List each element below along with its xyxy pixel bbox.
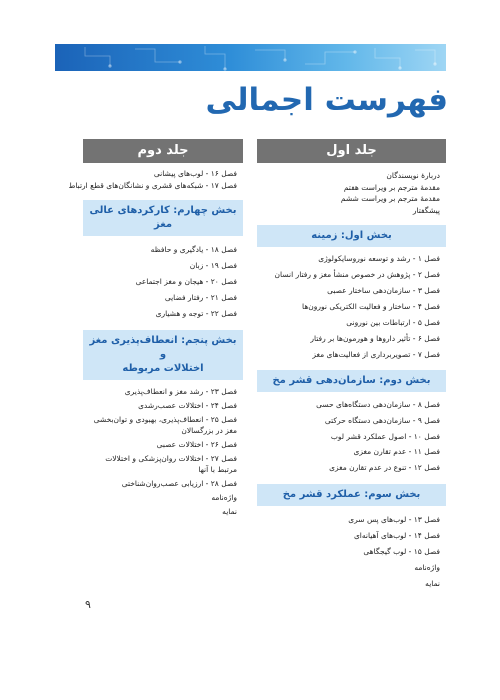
list-item[interactable]: فصل ۲۸ - ارزیابی عصب‌روان‌شناختی bbox=[121, 478, 237, 488]
list-item[interactable]: فصل ۲۵ - انعطاف‌پذیری، بهبودی و توان‌بخشی مغز در بزرگسالان bbox=[93, 414, 237, 435]
list-item[interactable]: فصل ۶ - تأثیر داروها و هورمون‌ها بر رفتار bbox=[310, 333, 440, 343]
index-link[interactable]: نمایه bbox=[425, 578, 440, 588]
part-two-heading: بخش دوم: سازمان‌دهی قشر مخ bbox=[257, 370, 446, 392]
list-item[interactable]: فصل ۱۸ - یادگیری و حافظه bbox=[150, 245, 237, 254]
list-item[interactable]: مقدمهٔ مترجم بر ویراست ششم bbox=[340, 194, 440, 204]
glossary-link[interactable]: واژه‌نامه bbox=[414, 562, 440, 572]
list-item[interactable]: فصل ۳ - سازمان‌دهی ساختار عصبی bbox=[327, 286, 440, 296]
page-title: فهرست اجمالی bbox=[205, 82, 448, 118]
list-item[interactable]: دربارهٔ نویسندگان bbox=[386, 171, 440, 180]
list-item[interactable]: مقدمهٔ مترجم بر ویراست هفتم bbox=[343, 182, 440, 192]
list-item[interactable]: فصل ۱۷ - شبکه‌های قشری و نشانگان‌های قطع ارتباط bbox=[68, 181, 237, 190]
page-number: ۹ bbox=[85, 598, 91, 611]
list-item[interactable]: پیشگفتار bbox=[412, 205, 440, 215]
list-item[interactable]: فصل ۸ - سازمان‌دهی دستگاه‌های حسی bbox=[316, 399, 440, 409]
list-item[interactable]: فصل ۴ - ساختار و فعالیت الکتریکی نورون‌ها bbox=[302, 302, 440, 312]
list-item[interactable]: فصل ۹ - سازمان‌دهی دستگاه حرکتی bbox=[324, 415, 440, 425]
header-banner bbox=[55, 44, 446, 71]
list-item[interactable]: فصل ۲۰ - هیجان و مغز اجتماعی bbox=[135, 276, 237, 286]
list-item[interactable]: فصل ۵ - ارتباطات بین نورونی bbox=[346, 318, 440, 327]
list-item[interactable]: فصل ۲۶ - اختلالات عصبی bbox=[156, 439, 237, 449]
part-five-heading bbox=[83, 330, 243, 380]
part-three-heading: بخش سوم: عملکرد قشر مخ bbox=[257, 484, 446, 506]
volume-one-intro-list bbox=[257, 170, 446, 216]
list-item[interactable]: فصل ۲۴ - اختلالات عصب‌رشدی bbox=[138, 400, 237, 410]
circuit-pattern-decoration bbox=[55, 44, 446, 71]
part-five-title-line2: اختلالات مربوطه bbox=[122, 362, 204, 374]
list-item[interactable]: فصل ۲۳ - رشد مغز و انعطاف‌پذیری bbox=[124, 386, 237, 396]
part-three-list bbox=[257, 512, 446, 592]
part-five-list bbox=[83, 386, 243, 517]
list-item[interactable]: فصل ۲ - پژوهش در خصوص منشأ مغز و رفتار انسان bbox=[274, 270, 440, 280]
list-item[interactable]: فصل ۱۵ - لوب گیجگاهی bbox=[363, 547, 440, 557]
list-item[interactable]: فصل ۱ - رشد و توسعه نوروسایکولوژی bbox=[318, 254, 440, 264]
list-item[interactable]: فصل ۲۱ - رفتار فضایی bbox=[164, 292, 237, 302]
list-item[interactable]: فصل ۱۴ - لوب‌های آهیانه‌ای bbox=[353, 531, 440, 541]
volume-one-column bbox=[257, 139, 446, 592]
list-item[interactable]: فصل ۱۳ - لوب‌های پس سری bbox=[348, 515, 440, 525]
list-item[interactable]: فصل ۱۶ - لوب‌های پیشانی bbox=[153, 169, 237, 178]
part-five-title-line1: بخش پنجم: انعطاف‌پذیری مغز و bbox=[89, 334, 237, 360]
list-item[interactable]: فصل ۲۲ - توجه و هشیاری bbox=[155, 308, 237, 318]
index-link[interactable]: نمایه bbox=[222, 506, 237, 516]
list-item[interactable]: فصل ۱۰ - اصول عملکرد قشر لوب bbox=[330, 431, 440, 441]
list-item[interactable]: فصل ۲۷ - اختلالات روان‌پزشکی و اختلالات مرتبط با آنها bbox=[105, 453, 237, 474]
list-item[interactable]: فصل ۱۹ - زبان bbox=[189, 260, 237, 270]
list-item[interactable]: فصل ۷ - تصویربرداری از فعالیت‌های مغز bbox=[312, 349, 440, 359]
list-item[interactable]: فصل ۱۱ - عدم تقارن مغزی bbox=[353, 447, 440, 457]
volume-two-header: جلد دوم bbox=[83, 139, 243, 163]
glossary-link[interactable]: واژه‌نامه bbox=[211, 492, 237, 502]
part-one-heading: بخش اول: زمینه bbox=[257, 225, 446, 247]
volume-one-header: جلد اول bbox=[257, 139, 446, 163]
part-two-list bbox=[257, 397, 446, 477]
list-item[interactable]: فصل ۱۲ - تنوع در عدم تقارن مغزی bbox=[329, 463, 440, 473]
volume-two-column bbox=[68, 139, 243, 517]
part-four-heading: بخش چهارم: کارکردهای عالی مغز bbox=[83, 200, 243, 236]
volume-two-intro-list bbox=[68, 168, 243, 192]
part-one-list bbox=[257, 251, 446, 362]
part-four-list bbox=[83, 242, 243, 322]
